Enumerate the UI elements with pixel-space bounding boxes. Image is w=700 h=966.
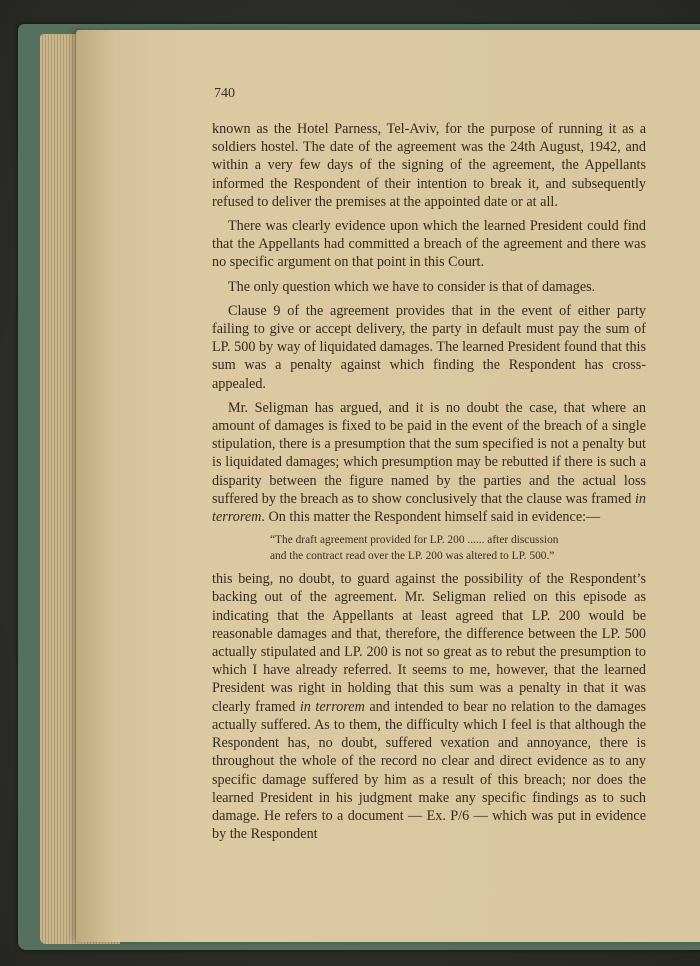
text-run: . On this matter the Respondent himself said in evidence:—: [261, 509, 601, 526]
block-quote: [270, 532, 646, 564]
paragraph: known as the Hotel Parness, Tel-Aviv, for the purpose of running it as a soldiers hostel. The date of the agreement was the 24th August, 1942, and within a very few days of the signing of the agreement, the Appellants informed the Respondent of their intention to break it, and subsequently refused to deliver the premises at the appointed date or at all.: [212, 121, 646, 210]
quote-line: and the contract read over the LP. 200 was altered to LP. 500.”: [270, 550, 555, 563]
paragraph: [212, 570, 646, 843]
text-run: Mr. Seligman has argued, and it is no doubt the case, that where an amount of damages is fixed to be paid in the event of the breach of a single stipulation, there is a presumption that the sum specified is not a penalty but is liquidated damages; which presumption may be rebutted if there is such a disparity between the figure named by the parties and the actual loss suffered by the breach as to show conclusively that the clause was framed: [212, 399, 646, 507]
body-text: [212, 120, 646, 843]
paragraph: [212, 399, 646, 526]
italic-phrase: in terrorem: [299, 698, 365, 715]
paragraph: Clause 9 of the agreement provides that in the event of either party failing to give or accept delivery, the party in default must pay the sum of LP. 500 by way of liquidated damages. The learned President found that this sum was a penalty against which finding the Respondent has cross-appealed.: [212, 302, 646, 392]
text-run: this being, no doubt, to guard against the possibility of the Respondent’s backing out of the agreement. Mr. Seligman relied on this episode as indicating that the Appellants at least agreed that LP. 200 would be reasonable damages and that, therefore, the difference between the LP. 500 actually stipulated and LP. 200 is not so great as to rebut the presumption to which I have already referred. It seems to me, however, that the learned President was right in holding that this sum was a penalty in that it was clearly framed: [212, 571, 646, 715]
paragraph: There was clearly evidence upon which the learned President could find that the Appellants had committed a breach of the agreement and there was no specific argument on that point in this Court.: [212, 218, 646, 271]
text-run: and intended to bear no relation to the damages actually suffered. As to them, the difficulty which I feel is that although the Respondent has, no doubt, suffered vexation and annoyance, there is throughout the whole of the record no clear and direct evidence as to any specific damage suffered by him as a result of this breach; nor does the learned President in his judgment make any specific findings as to such damage. He refers to a document — Ex. P/6 — which was put in evidence by the Respondent: [212, 698, 647, 843]
paragraph: The only question which we have to consider is that of damages.: [228, 278, 596, 295]
page-number: 740: [214, 86, 235, 101]
quote-line: “The draft agreement provided for LP. 200 ...... after discussion: [270, 534, 559, 547]
italic-phrase: in terrorem: [212, 490, 646, 526]
